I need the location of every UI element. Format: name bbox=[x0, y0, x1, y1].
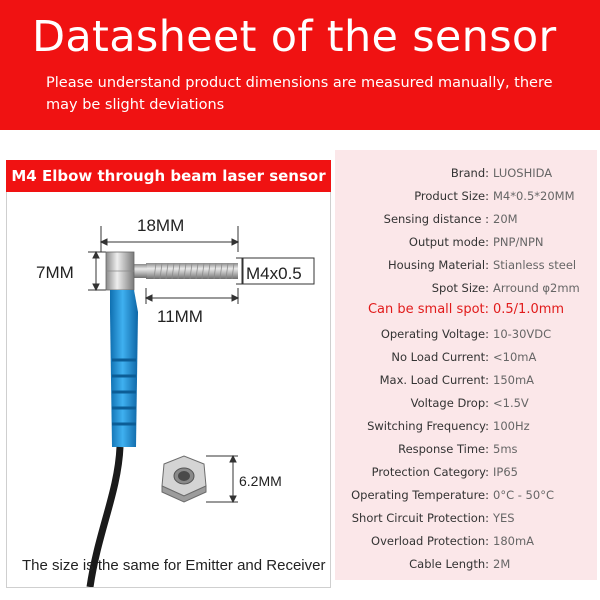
spec-row-response-time: Response Time: 5ms bbox=[398, 442, 518, 456]
product-name-label: M4 Elbow through beam laser sensor bbox=[6, 160, 331, 192]
sensor-diagram bbox=[6, 192, 331, 587]
dimension-nut: 6.2MM bbox=[239, 473, 282, 489]
size-note: The size is the same for Emitter and Receiver bbox=[22, 557, 326, 574]
dimension-thread-length: 11MM bbox=[157, 307, 203, 326]
spec-row-max-load-current: Max. Load Current: 150mA bbox=[379, 373, 535, 387]
header-banner bbox=[0, 0, 600, 130]
spec-row-sensing-distance: Sensing distance : 20M bbox=[383, 212, 518, 226]
dimension-height: 7MM bbox=[36, 263, 74, 282]
spec-row-no-load-current: No Load Current: <10mA bbox=[391, 350, 537, 364]
page-subtitle: Please understand product dimensions are measured manually, there may be slight deviations bbox=[46, 75, 553, 113]
spec-table bbox=[335, 150, 597, 580]
spec-row-small-spot: Can be small spot: 0.5/1.0mm bbox=[367, 302, 565, 317]
spec-row-product-size: Product Size: M4*0.5*20MM bbox=[414, 189, 575, 203]
page-title: Datasheet of the sensor bbox=[32, 12, 557, 62]
dimension-line-height bbox=[88, 252, 106, 290]
spec-row-operating-voltage: Operating Voltage: 10-30VDC bbox=[380, 327, 552, 341]
spec-row-protection-category: Protection Category: IP65 bbox=[371, 465, 518, 479]
spec-row-spot-size: Spot Size: Arround φ2mm bbox=[431, 281, 580, 295]
spec-row-switching-frequency: Switching Frequency: 100Hz bbox=[367, 419, 530, 433]
spec-row-operating-temperature: Operating Temperature: 0°C - 50°C bbox=[351, 488, 554, 502]
spec-row-housing-material: Housing Material: Stianless steel bbox=[388, 258, 577, 272]
spec-row-output-mode: Output mode: PNP/NPN bbox=[408, 235, 544, 249]
hex-nut bbox=[162, 456, 206, 502]
spec-row-short-circuit-protection: Short Circuit Protection: YES bbox=[351, 511, 515, 525]
spec-row-overload-protection: Overload Protection: 180mA bbox=[371, 534, 535, 548]
spec-row-cable-length: Cable Length: 2M bbox=[409, 557, 511, 571]
dimension-length: 18MM bbox=[137, 216, 185, 235]
dimension-line-nut bbox=[206, 456, 238, 502]
dimension-line-thread-length bbox=[146, 288, 238, 304]
spec-row-brand: Brand: LUOSHIDA bbox=[450, 166, 553, 180]
dimension-thread: M4x0.5 bbox=[246, 264, 302, 283]
spec-row-voltage-drop: Voltage Drop: <1.5V bbox=[410, 396, 529, 410]
